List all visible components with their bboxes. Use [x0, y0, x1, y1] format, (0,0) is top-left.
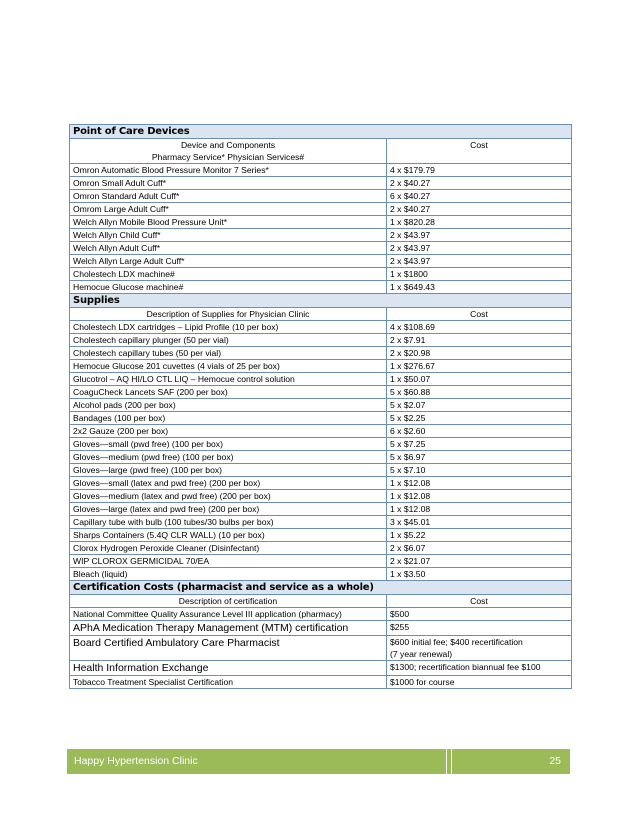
column-header-description: Description of certification: [70, 595, 387, 608]
table-row: [70, 503, 572, 516]
column-header-cost: Cost: [387, 308, 572, 321]
item-description: Gloves—medium (latex and pwd free) (200 per box): [70, 490, 387, 503]
item-cost: 1 x $12.08: [387, 490, 572, 503]
item-description: APhA Medication Therapy Management (MTM) certification: [70, 621, 387, 636]
item-cost: $255: [387, 621, 572, 636]
item-description: Sharps Containers (5.4Q CLR WALL) (10 per box): [70, 529, 387, 542]
item-description: Welch Allyn Mobile Blood Pressure Unit*: [70, 216, 387, 229]
item-cost: 2 x $21.07: [387, 555, 572, 568]
item-cost: 2 x $43.97: [387, 242, 572, 255]
table-row: [70, 216, 572, 229]
section-header-certification: [70, 581, 572, 595]
item-cost: 2 x $43.97: [387, 229, 572, 242]
item-description: 2x2 Gauze (200 per box): [70, 425, 387, 438]
item-cost: [387, 636, 572, 661]
table-row: [70, 373, 572, 386]
item-description: Gloves—small (pwd free) (100 per box): [70, 438, 387, 451]
table-row: [70, 516, 572, 529]
table-row: [70, 464, 572, 477]
item-cost: $1000 for course: [387, 676, 572, 689]
table-row: [70, 399, 572, 412]
item-cost: 1 x $3.50: [387, 568, 572, 581]
item-cost: 5 x $7.10: [387, 464, 572, 477]
item-description: Cholestech LDX machine#: [70, 268, 387, 281]
page-footer: [67, 749, 570, 774]
table-row: [70, 190, 572, 203]
table-row: [70, 636, 572, 661]
table-row: [70, 490, 572, 503]
column-header-description: [70, 139, 387, 164]
table-row: [70, 477, 572, 490]
item-cost: 1 x $50.07: [387, 373, 572, 386]
table-row: [70, 542, 572, 555]
item-description: Welch Allyn Adult Cuff*: [70, 242, 387, 255]
item-description: Alcohol pads (200 per box): [70, 399, 387, 412]
column-header-description: Description of Supplies for Physician Clinic: [70, 308, 387, 321]
item-cost: 5 x $6.97: [387, 451, 572, 464]
item-description: Capillary tube with bulb (100 tubes/30 bulbs per box): [70, 516, 387, 529]
item-cost: 1 x $276.67: [387, 360, 572, 373]
item-cost: 2 x $6.07: [387, 542, 572, 555]
item-cost: 1 x $12.08: [387, 503, 572, 516]
item-description: Omron Automatic Blood Pressure Monitor 7 Series*: [70, 164, 387, 177]
table-row: [70, 347, 572, 360]
item-description: Hemocue Glucose machine#: [70, 281, 387, 294]
item-cost: 2 x $7.91: [387, 334, 572, 347]
item-description: Hemocue Glucose 201 cuvettes (4 vials of 25 per box): [70, 360, 387, 373]
item-cost: 5 x $2.07: [387, 399, 572, 412]
section-header-devices: [70, 125, 572, 139]
table-row: [70, 661, 572, 676]
item-description: Gloves—small (latex and pwd free) (200 per box): [70, 477, 387, 490]
table-row: [70, 529, 572, 542]
table-row: [70, 203, 572, 216]
item-description: Cholestech LDX cartridges – Lipid Profile (10 per box): [70, 321, 387, 334]
item-cost: 6 x $40.27: [387, 190, 572, 203]
column-header-row: [70, 139, 572, 164]
item-cost: 6 x $2.60: [387, 425, 572, 438]
section-title: Supplies: [70, 294, 572, 308]
table-row: [70, 321, 572, 334]
item-description: Welch Allyn Large Adult Cuff*: [70, 255, 387, 268]
item-cost: $500: [387, 608, 572, 621]
item-cost: 4 x $108.69: [387, 321, 572, 334]
item-cost: 5 x $7.25: [387, 438, 572, 451]
item-cost: 5 x $60.88: [387, 386, 572, 399]
item-description: Gloves—medium (pwd free) (100 per box): [70, 451, 387, 464]
table-row: [70, 555, 572, 568]
item-cost: 4 x $179.79: [387, 164, 572, 177]
item-description: Bandages (100 per box): [70, 412, 387, 425]
table-row: [70, 425, 572, 438]
column-header-row: [70, 595, 572, 608]
header-line-1: Device and Components: [180, 140, 276, 150]
item-description: CoaguCheck Lancets SAF (200 per box): [70, 386, 387, 399]
item-description: Gloves—large (latex and pwd free) (200 per box): [70, 503, 387, 516]
table-row: [70, 242, 572, 255]
item-cost: 2 x $43.97: [387, 255, 572, 268]
item-description: Omron Small Adult Cuff*: [70, 177, 387, 190]
table-row: [70, 164, 572, 177]
item-description: Bleach (liquid): [70, 568, 387, 581]
cost-line-1: $600 initial fee; $400 recertification: [390, 637, 523, 647]
column-header-cost: Cost: [387, 595, 572, 608]
item-cost: 1 x $820.28: [387, 216, 572, 229]
table-row: [70, 334, 572, 347]
section-title: Point of Care Devices: [70, 125, 572, 139]
item-description: Gloves—large (pwd free) (100 per box): [70, 464, 387, 477]
table-row: [70, 229, 572, 242]
item-description: National Committee Quality Assurance Level III application (pharmacy): [70, 608, 387, 621]
item-cost: $1300; recertification biannual fee $100: [387, 661, 572, 676]
item-description: Cholestech capillary plunger (50 per vial): [70, 334, 387, 347]
item-description: Board Certified Ambulatory Care Pharmacist: [70, 636, 387, 661]
item-cost: 5 x $2.25: [387, 412, 572, 425]
item-cost: 3 x $45.01: [387, 516, 572, 529]
table-row: [70, 360, 572, 373]
table-row: [70, 438, 572, 451]
table-row: [70, 255, 572, 268]
cost-table: [69, 124, 572, 689]
item-cost: 1 x $5.22: [387, 529, 572, 542]
cost-line-2: (7 year renewal): [390, 649, 453, 659]
table-row: [70, 412, 572, 425]
item-cost: 2 x $40.27: [387, 203, 572, 216]
table-row: [70, 386, 572, 399]
item-description: Cholestech capillary tubes (50 per vial): [70, 347, 387, 360]
item-description: Tobacco Treatment Specialist Certification: [70, 676, 387, 689]
page-number: 25: [549, 755, 561, 767]
table-row: [70, 177, 572, 190]
table-row: [70, 568, 572, 581]
item-description: Glucotrol – AQ HI/LO CTL LIQ – Hemocue control solution: [70, 373, 387, 386]
item-description: WIP CLOROX GERMICIDAL 70/EA: [70, 555, 387, 568]
footer-title: Happy Hypertension Clinic: [67, 749, 447, 774]
item-cost: 2 x $20.98: [387, 347, 572, 360]
item-cost: 1 x $12.08: [387, 477, 572, 490]
item-description: Welch Allyn Child Cuff*: [70, 229, 387, 242]
table-row: [70, 621, 572, 636]
table-row: [70, 608, 572, 621]
table-row: [70, 281, 572, 294]
header-line-2: Pharmacy Service* Physician Services#: [151, 152, 305, 162]
item-description: Omrom Large Adult Cuff*: [70, 203, 387, 216]
table-row: [70, 268, 572, 281]
item-cost: 1 x $649.43: [387, 281, 572, 294]
section-title: Certification Costs (pharmacist and service as a whole): [70, 581, 572, 595]
item-description: Health Information Exchange: [70, 661, 387, 676]
item-cost: 1 x $1800: [387, 268, 572, 281]
item-cost: 2 x $40.27: [387, 177, 572, 190]
column-header-row: [70, 308, 572, 321]
item-description: Clorox Hydrogen Peroxide Cleaner (Disinfectant): [70, 542, 387, 555]
column-header-cost: Cost: [387, 139, 572, 164]
item-description: Omron Standard Adult Cuff*: [70, 190, 387, 203]
table-row: [70, 676, 572, 689]
section-header-supplies: [70, 294, 572, 308]
table-row: [70, 451, 572, 464]
